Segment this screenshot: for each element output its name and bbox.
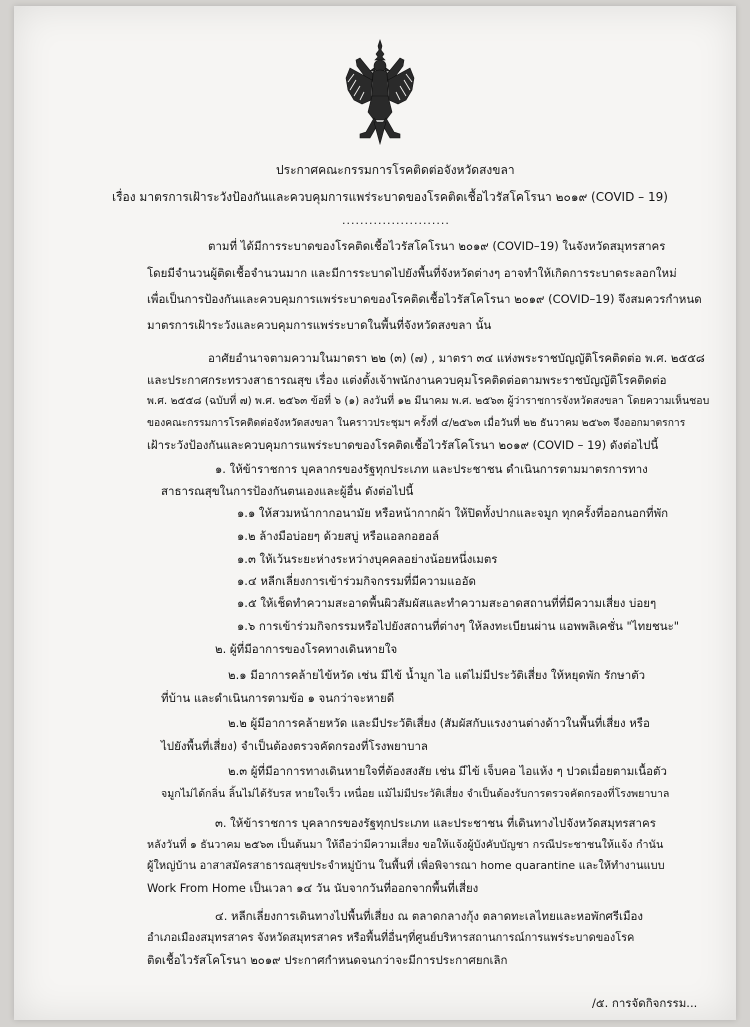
document-page: [14, 6, 736, 1020]
paragraph-1-line-4: มาตรการเฝ้าระวังและควบคุมการแพร่ระบาดในพื้นที่จังหวัดสงขลา นั้น: [147, 318, 492, 332]
item-2-1-line-1: ๒.๑ มีอาการคล้ายไข้หวัด เช่น มีไข้ น้ำมูก ไอ แต่ไม่มีประวัติเสี่ยง ให้หยุดพัก รักษาตัว: [228, 668, 646, 682]
paragraph-1-line-1: ตามที่ ได้มีการระบาดของโรคติดเชื้อไวรัสโคโรนา ๒๐๑๙ (COVID–19) ในจังหวัดสมุทรสาคร: [208, 239, 666, 253]
item-1-sub-3: ๑.๓ ให้เว้นระยะห่างระหว่างบุคคลอย่างน้อยหนึ่งเมตร: [237, 552, 498, 566]
item-2-3-line-1: ๒.๓ ผู้ที่มีอาการทางเดินหายใจที่ต้องสงสัย เช่น มีไข้ เจ็บคอ ไอแห้ง ๆ ปวดเมื่อยตามเนื้อตัว: [228, 764, 667, 778]
item-1-line-1: ๑. ให้ข้าราชการ บุคลากรของรัฐทุกประเภท และประชาชน ดำเนินการตามมาตรการทาง: [215, 462, 648, 476]
issuer-heading: ประกาศคณะกรรมการโรคติดต่อจังหวัดสงขลา: [276, 163, 515, 177]
title-separator: ........................: [342, 214, 450, 227]
garuda-emblem: [344, 38, 416, 146]
item-2-2-line-2: ไปยังพื้นที่เสี่ยง) จำเป็นต้องตรวจคัดกรองที่โรงพยาบาล: [161, 739, 428, 753]
item-1-sub-1: ๑.๑ ให้สวมหน้ากากอนามัย หรือหน้ากากผ้า ให้ปิดทั้งปากและจมูก ทุกครั้งที่ออกนอกที่พัก: [237, 506, 669, 520]
item-4-line-2: อำเภอเมืองสมุทรสาคร จังหวัดสมุทรสาคร หรือพื้นที่อื่นๆที่ศูนย์บริหารสถานการณ์การแพร่ระบาดของโรค: [147, 931, 635, 944]
item-3-line-3: ผู้ใหญ่บ้าน อาสาสมัครสาธารณสุขประจำหมู่บ้าน ในพื้นที่ เพื่อพิจารณา home quarantine และให้ทำงานแบบ: [147, 859, 665, 872]
item-1-sub-4: ๑.๔ หลีกเลี่ยงการเข้าร่วมกิจกรรมที่มีความแออัด: [237, 574, 476, 588]
paragraph-2-line-3: พ.ศ. ๒๕๕๘ (ฉบับที่ ๗) พ.ศ. ๒๕๖๓ ข้อที่ ๖ (๑) ลงวันที่ ๑๒ มีนาคม พ.ศ. ๒๕๖๓ ผู้ว่าราชการจังหวัดสงขลา โดยความเห็นชอบ: [147, 395, 710, 407]
item-2-1-line-2: ที่บ้าน และดำเนินการตามข้อ ๑ จนกว่าจะหายดี: [161, 691, 395, 705]
paragraph-1-line-3: เพื่อเป็นการป้องกันและควบคุมการแพร่ระบาดของโรคติดเชื้อไวรัสโคโรนา ๒๐๑๙ (COVID–19) จึงสมควรกำหนด: [147, 292, 702, 306]
item-4-line-1: ๔. หลีกเลี่ยงการเดินทางไปพื้นที่เสี่ยง ณ ตลาดกลางกุ้ง ตลาดทะเลไทยและหอพักศรีเมือง: [215, 909, 644, 923]
item-4-line-3: ติดเชื้อไวรัสโคโรนา ๒๐๑๙ ประกาศกำหนดจนกว่าจะมีการประกาศยกเลิก: [147, 953, 508, 967]
paragraph-2-line-5: เฝ้าระวังป้องกันและควบคุมการแพร่ระบาดของโรคติดเชื้อไวรัสโคโรนา ๒๐๑๙ (COVID – 19) ดังต่อไปนี้: [147, 438, 659, 452]
item-1-sub-2: ๑.๒ ล้างมือบ่อยๆ ด้วยสบู่ หรือแอลกอฮอล์: [237, 529, 440, 543]
item-2-3-line-2: จมูกไม่ได้กลิ่น ลิ้นไม่ได้รับรส หายใจเร็ว เหนื่อย แม้ไม่มีประวัติเสี่ยง จำเป็นต้องรับการตรวจคัดกรองที่โรงพยาบาล: [161, 788, 670, 800]
subject-line: เรื่อง มาตรการเฝ้าระวังป้องกันและควบคุมการแพร่ระบาดของโรคติดเชื้อไวรัสโคโรนา ๒๐๑๙ (COVID – 19): [112, 190, 668, 204]
paragraph-2-line-2: และประกาศกระทรวงสาธารณสุข เรื่อง แต่งตั้งเจ้าพนักงานควบคุมโรคติดต่อตามพระราชบัญญัติโรคติดต่อ: [147, 373, 667, 387]
item-3-line-4: Work From Home เป็นเวลา ๑๔ วัน นับจากวันที่ออกจากพื้นที่เสี่ยง: [147, 881, 479, 895]
paragraph-1-line-2: โดยมีจำนวนผู้ติดเชื้อจำนวนมาก และมีการระบาดไปยังพื้นที่จังหวัดต่างๆ อาจทำให้เกิดการระบาดระลอกใหม่: [147, 266, 677, 280]
item-2-heading: ๒. ผู้ที่มีอาการของโรคทางเดินหายใจ: [215, 642, 398, 656]
item-1-sub-5: ๑.๕ ให้เช็ดทำความสะอาดพื้นผิวสัมผัสและทำความสะอาดสถานที่ที่มีความเสี่ยง บ่อยๆ: [237, 596, 657, 610]
item-3-line-2: หลังวันที่ ๑ ธันวาคม ๒๕๖๓ เป็นต้นมา ให้ถือว่ามีความเสี่ยง ขอให้แจ้งผู้บังคับบัญชา กรณีประชาชนให้แจ้ง กำนัน: [147, 838, 664, 851]
item-1-sub-6: ๑.๖ การเข้าร่วมกิจกรรมหรือไปยังสถานที่ต่างๆ ให้ลงทะเบียนผ่าน แอพพลิเคชั่น "ไทยชนะ": [237, 619, 680, 633]
paragraph-2-line-1: อาศัยอำนาจตามความในมาตรา ๒๒ (๓) (๗) , มาตรา ๓๔ แห่งพระราชบัญญัติโรคติดต่อ พ.ศ. ๒๕๕๘: [208, 351, 705, 365]
item-1-line-2: สาธารณสุขในการป้องกันตนเองและผู้อื่น ดังต่อไปนี้: [161, 484, 414, 498]
item-3-line-1: ๓. ให้ข้าราชการ บุคลากรของรัฐทุกประเภท และประชาชน ที่เดินทางไปจังหวัดสมุทรสาคร: [215, 816, 656, 830]
continuation-note: /๕. การจัดกิจกรรม...: [592, 996, 698, 1010]
item-2-2-line-1: ๒.๒ ผู้มีอาการคล้ายหวัด และมีประวัติเสี่ยง (สัมผัสกับแรงงานต่างด้าวในพื้นที่เสี่ยง หรือ: [228, 716, 650, 730]
paragraph-2-line-4: ของคณะกรรมการโรคติดต่อจังหวัดสงขลา ในคราวประชุมฯ ครั้งที่ ๔/๒๕๖๓ เมื่อวันที่ ๒๒ ธันวาคม ๒๕๖๓ จึงออกมาตรการ: [147, 417, 686, 429]
